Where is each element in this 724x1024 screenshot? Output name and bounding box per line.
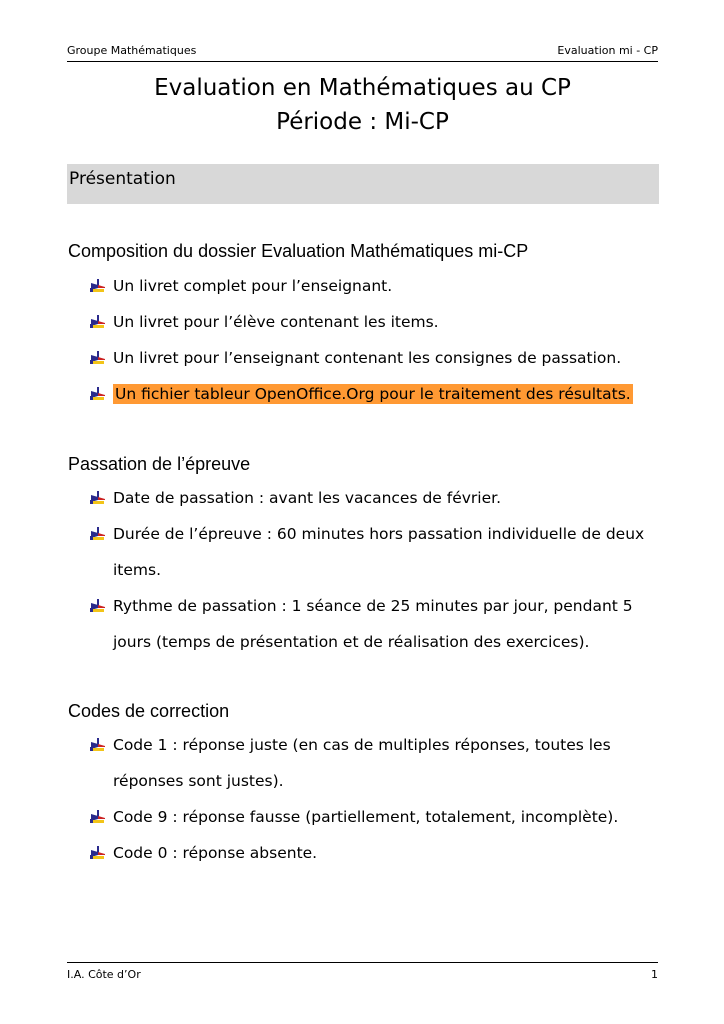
section-heading-composition: Composition du dossier Evaluation Mathématiques mi-CP [68,241,529,261]
pushpin-bullet-icon [89,599,106,613]
list-item: Date de passation : avant les vacances de février. [89,480,669,516]
pushpin-bullet-icon [89,315,106,329]
section-heading-passation: Passation de l’épreuve [68,454,251,474]
page-header [67,44,658,62]
document-subtitle: Période : Mi-CP [276,109,449,135]
pushpin-bullet-icon [89,387,106,401]
document-title: Evaluation en Mathématiques au CP [154,75,571,101]
pushpin-bullet-icon [89,351,106,365]
list-item: Rythme de passation : 1 séance de 25 minutes par jour, pendant 5 [89,588,669,624]
list-item: Un livret pour l’élève contenant les items. [89,304,669,340]
list-item-continuation: items. [113,561,162,579]
page-footer [67,962,658,980]
list-item-continuation: jours (temps de présentation et de réalisation des exercices). [113,633,590,651]
list-item: Durée de l’épreuve : 60 minutes hors passation individuelle de deux [89,516,669,552]
list-item-continuation: réponses sont justes). [113,772,284,790]
pushpin-bullet-icon [89,279,106,293]
header-left: Groupe Mathématiques [67,44,197,57]
pushpin-bullet-icon [89,810,106,824]
list-item: Un livret complet pour l’enseignant. [89,268,669,304]
pushpin-bullet-icon [89,738,106,752]
pushpin-bullet-icon [89,491,106,505]
header-right: Evaluation mi - CP [557,44,658,57]
list-item-highlighted: Un fichier tableur OpenOffice.Org pour le traitement des résultats. [89,376,669,412]
section-band [67,164,659,204]
pushpin-bullet-icon [89,527,106,541]
list-item: Un livret pour l’enseignant contenant les consignes de passation. [89,340,669,376]
page-number: 1 [651,968,658,981]
footer-left: I.A. Côte d’Or [67,968,141,981]
composition-list [89,268,669,412]
section-heading-codes: Codes de correction [68,701,230,721]
list-item: Code 0 : réponse absente. [89,835,669,871]
passation-list [89,480,669,660]
list-item: Code 1 : réponse juste (en cas de multiples réponses, toutes les [89,727,669,763]
list-item: Code 9 : réponse fausse (partiellement, totalement, incomplète). [89,799,669,835]
pushpin-bullet-icon [89,846,106,860]
codes-list [89,727,669,871]
band-label: Présentation [69,169,176,189]
